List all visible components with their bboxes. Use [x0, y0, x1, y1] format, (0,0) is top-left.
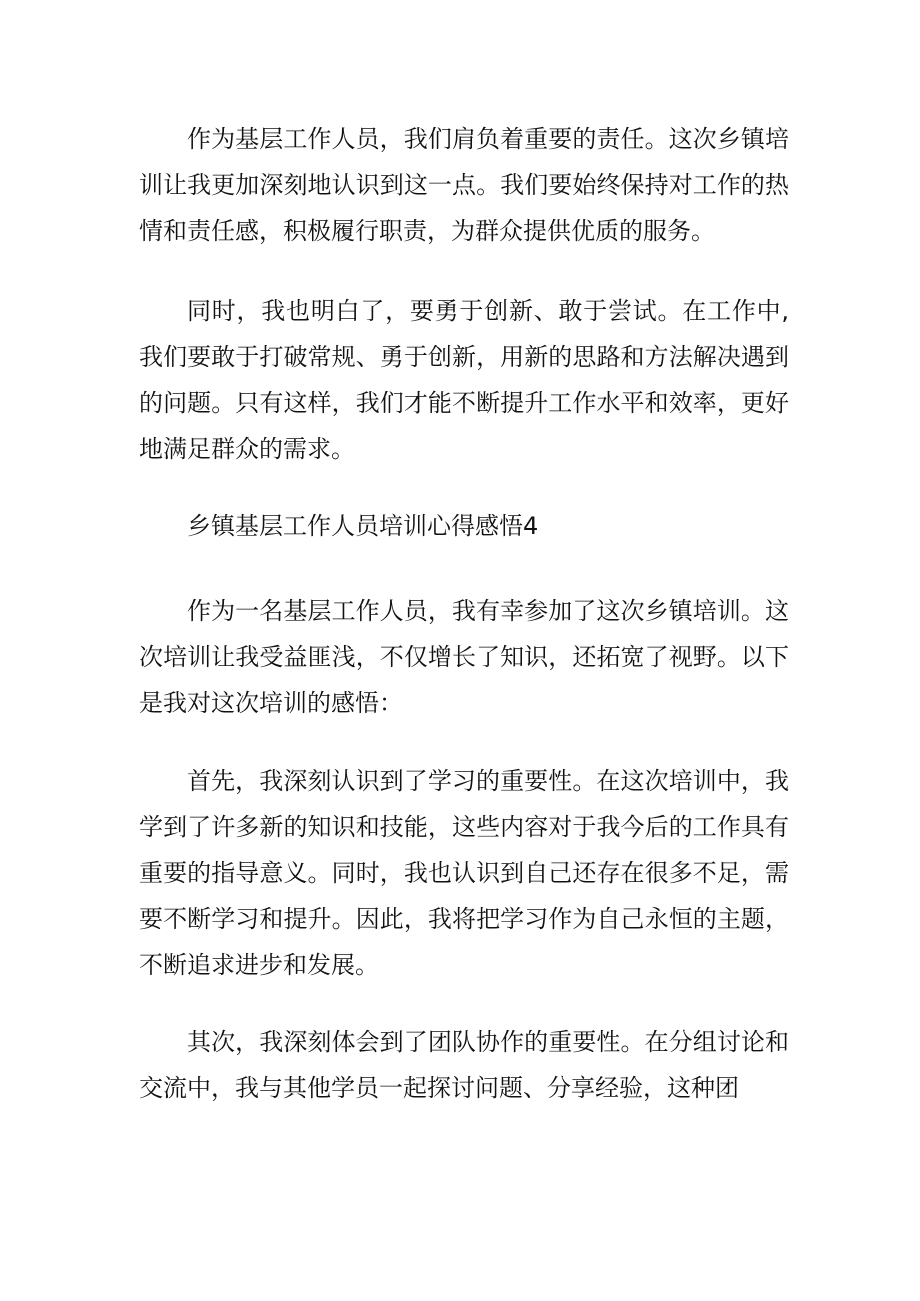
section-heading: 乡镇基层工作人员培训心得感悟4	[187, 512, 539, 540]
paragraph-teamwork: 其次，我深刻体会到了团队协作的重要性。在分组讨论和交流中，我与其他学员一起探讨问题、分享经验，这种团	[139, 1028, 789, 1102]
paragraph-innovation: 同时，我也明白了，要勇于创新、敢于尝试。在工作中,我们要敢于打破常规、勇于创新，用新的思路和方法解决遇到的问题。只有这样，我们才能不断提升工作水平和效率，更好地满足群众的需求。	[139, 297, 789, 463]
paragraph-responsibility: 作为基层工作人员，我们肩负着重要的责任。这次乡镇培训让我更加深刻地认识到这一点。我们要始终保持对工作的热情和责任感，积极履行职责，为群众提供优质的服务。	[139, 125, 789, 245]
paragraph-learning: 首先，我深刻认识到了学习的重要性。在这次培训中，我学到了许多新的知识和技能，这些内容对于我今后的工作具有重要的指导意义。同时，我也认识到自己还存在很多不足，需要不断学习和提升。因此，我将把学习作为自己永恒的主题，不断追求进步和发展。	[139, 767, 789, 979]
paragraph-introduction: 作为一名基层工作人员，我有幸参加了这次乡镇培训。这次培训让我受益匪浅，不仅增长了知识，还拓宽了视野。以下是我对这次培训的感悟：	[139, 597, 789, 717]
